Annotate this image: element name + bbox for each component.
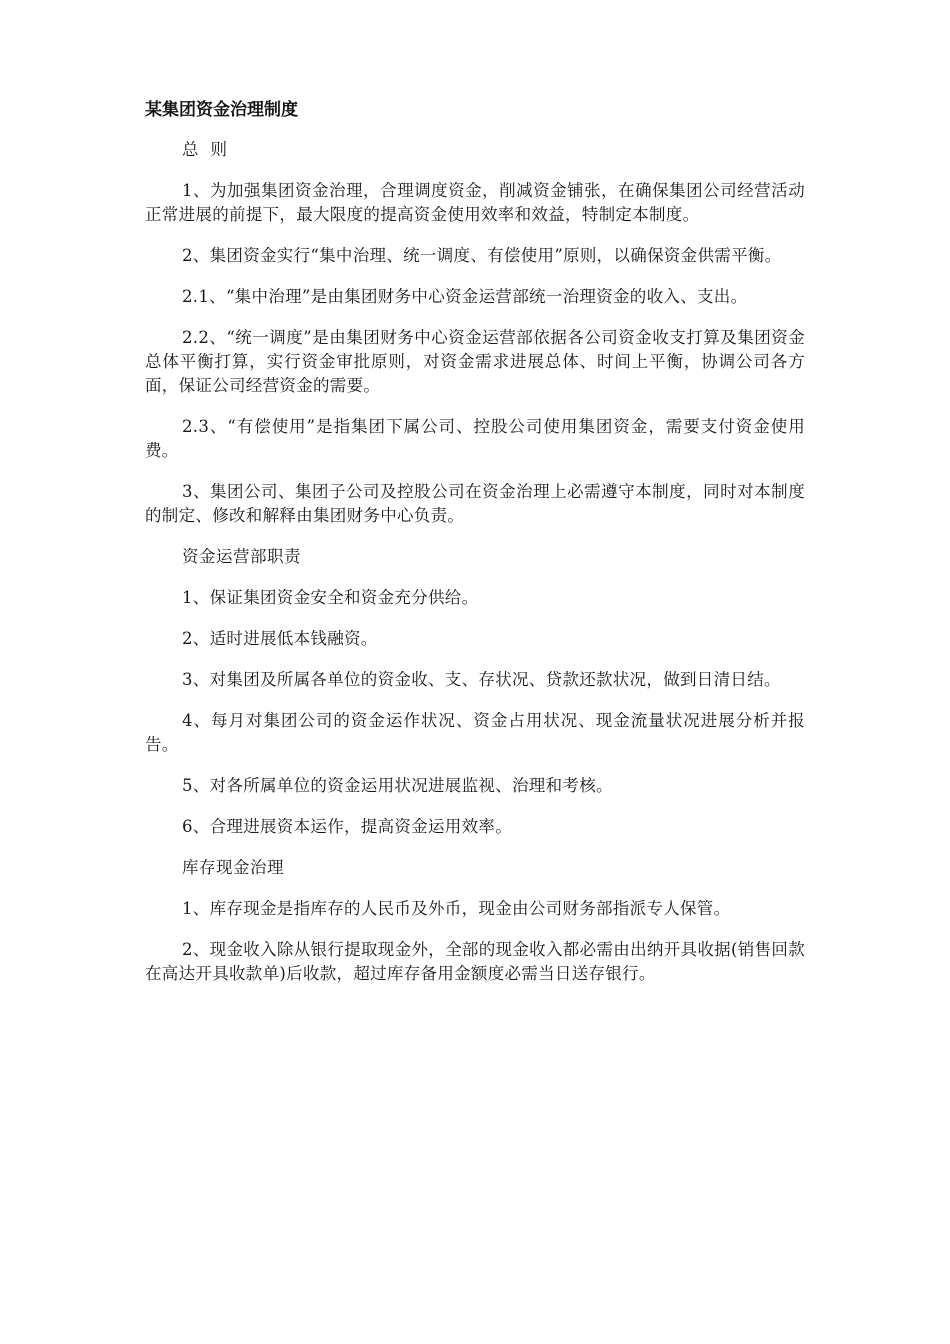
document-title: 某集团资金治理制度 xyxy=(145,100,298,120)
paragraph: 2.3、“有偿使用”是指集团下属公司、控股公司使用集团资金，需要支付资金使用费。 xyxy=(145,417,805,460)
paragraph: 3、对集团及所属各单位的资金收、支、存状况、贷款还款状况，做到日清日结。 xyxy=(182,670,781,689)
paragraph: 4、每月对集团公司的资金运作状况、资金占用状况、现金流量状况进展分析并报告。 xyxy=(145,711,805,754)
paragraph: 1、为加强集团资金治理，合理调度资金，削减资金铺张，在确保集团公司经营活动正常进展的前提下，最大限度的提高资金使用效率和效益，特制定本制度。 xyxy=(145,181,805,224)
paragraph: 3、集团公司、集团子公司及控股公司在资金治理上必需遵守本制度，同时对本制度的制定、修改和解释由集团财务中心负责。 xyxy=(145,482,805,525)
paragraph: 6、合理进展资本运作，提高资金运用效率。 xyxy=(182,817,512,836)
paragraph: 1、库存现金是指库存的人民币及外币，现金由公司财务部指派专人保管。 xyxy=(182,899,731,918)
paragraph: 2.1、“集中治理”是由集团财务中心资金运营部统一治理资金的收入、支出。 xyxy=(182,287,748,306)
document-page xyxy=(145,98,805,1003)
paragraph: 5、对各所属单位的资金运用状况进展监视、治理和考核。 xyxy=(182,776,613,795)
paragraph: 2、集团资金实行“集中治理、统一调度、有偿使用”原则，以确保资金供需平衡。 xyxy=(182,246,782,265)
paragraph: 2、适时进展低本钱融资。 xyxy=(182,629,378,648)
section-heading-general: 总 则 xyxy=(182,140,228,159)
paragraph: 2.2、“统一调度”是由集团财务中心资金运营部依据各公司资金收支打算及集团资金总体平衡打算，实行资金审批原则，对资金需求进展总体、时间上平衡，协调公司各方面，保证公司经营资金的需要。 xyxy=(145,328,805,395)
paragraph: 2、现金收入除从银行提取现金外，全部的现金收入都必需由出纳开具收据(销售回款在高达开具收款单)后收款，超过库存备用金额度必需当日送存银行。 xyxy=(145,940,805,983)
section-heading-responsibilities: 资金运营部职责 xyxy=(182,547,301,566)
paragraph: 1、保证集团资金安全和资金充分供给。 xyxy=(182,588,479,607)
section-heading-cash-management: 库存现金治理 xyxy=(182,858,284,877)
